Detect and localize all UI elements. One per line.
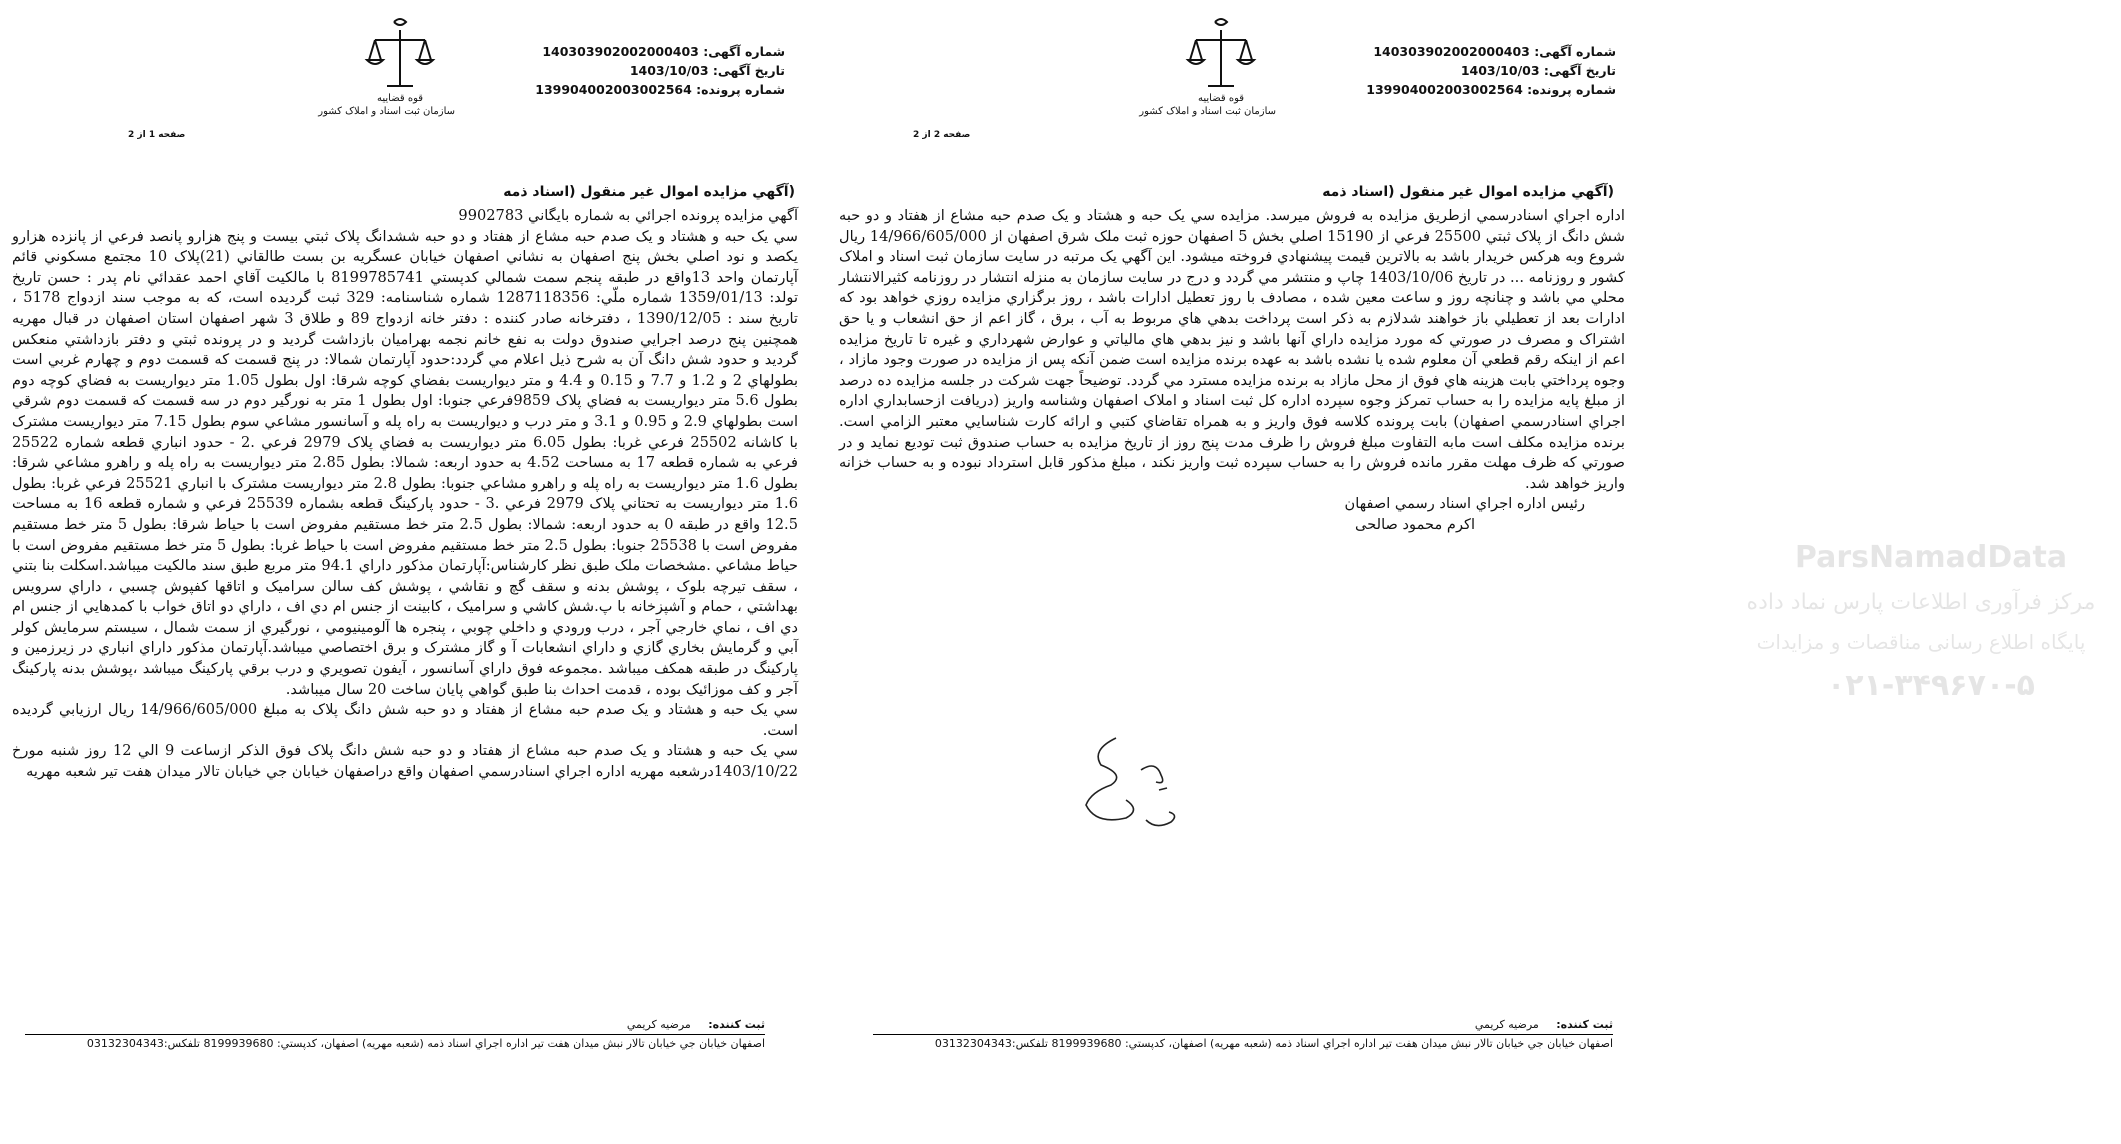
emblem-org-label: سازمان ثبت اسناد و املاک کشور: [1139, 106, 1276, 117]
notice-date-row: تاریخ آگهی: 1403/10/03: [629, 63, 785, 78]
notice-meta: [1361, 42, 1616, 99]
footer-address: اصفهان خيابان جي خيابان تالار نبش ميدان هفت تير اداره اجراي اسناد ذمه (شعبه مهريه) اصفهان، کدپستي: 8199939680 تلفکس:03132304343: [934, 1037, 1613, 1050]
body-paragraph: سي يک حبه و هشتاد و يک صدم حبه مشاع از هفتاد و دو حبه شش دانگ پلاک فوق الذکر ازساعت 9 الي 12 روز شنبه مورخ 1403/10/22درشعبه مهريه اداره اجراي اسنادرسمي اصفهان واقع دراصفهان خيابان جي خيابان تالار ميدان هفت تير شعبه مهريه: [12, 742, 798, 781]
footer: [873, 1018, 1613, 1051]
watermark-brand: ParsNamadData: [1794, 540, 2068, 575]
registrar-label: ثبت کننده:: [1556, 1018, 1613, 1031]
notice-date-row: تاریخ آگهی: 1403/10/03: [1460, 63, 1616, 78]
handwritten-signature: [1071, 730, 1191, 840]
body-paragraph: سي يک حبه و هشتاد و يک صدم حبه مشاع از هفتاد و دو حبه ششدانگ پلاک ثبتي بيست و پنج هزارو پانصد فرعي از پانزده هزارو يکصد و نود اصلي بخش پنج اصفهان به نشاني اصفهان خيابان عسگريه بن بست طالقاني (21)پلاک 10 مجتمع مسکوني قائم آپارتمان واحد 13واقع در طبقه پنجم سمت شمالي کدپستي 8199785741 با مالکيت آقاي احمد عقدائي نام پدر : حسن تاريخ تولد: 1359/01/13 شماره ملّي: 1287118356 شماره شناسنامه: 329 ثبت گرديده است، که به موجب سند ازدواج 5178 ، تاريخ سند : 1390/12/05 ، دفترخانه صادر کننده : دفتر خانه ازدواج 89 و طلاق 3 شهر اصفهان استان اصفهان در قبال مهريه همچنين پنج درصد اجرايي صندوق دولت به نفع خانم نجمه بهراميان بازداشت گرديد و در پرونده ثبتي و دفتر بازداشتي منعکس گرديد و حدود شش دانگ آن به شرح ذيل اعلام مي گردد:حدود آپارتمان شمالا: در پنج قسمت که قسمت دوم و چهارم غربي است بطولهاي 2 و 1.2 و 7.7 و 0.15 و 4.4 و متر ديواريست بفضاي کوچه شرقا: اول بطول 1.05 متر ديواريست به فضاي کوچه دوم بطول 5.6 متر ديواريست به فضاي پلاک 9859فرعي جنوبا: اول بطول 1 متر به نورگير دوم در سه قسمت که قسمت دوم شرقي است بطولهاي 2.9 و 0.95 و 3.1 و متر درب و ديواريست به راه پله و آسانسور مشاعي سوم بطول 7.15 متر ديواريست مشترک با کاشانه 25502 فرعي غربا: بطول 6.05 متر ديواريست به فضاي پلاک 2979 فرعي .2 - حدود انباري قطعه شماره 25522 فرعي به شماره قطعه 17 به مساحت 4.52 به حدود اربعه: شمالا: بطول 2.85 متر ديواريست به راه پله و راهرو مشاعي شرقا: بطول 1.6 متر ديواريست به راه پله و راهرو مشاعي جنوبا: بطول 2.8 متر ديواريست مشترک با انباري 25521 فرعي غربا: بطول 1.6 متر ديواريست به تحتاني پلاک 2979 فرعي .3 - حدود پارکينگ قطعه بشماره 25539 فرعي و شماره قطعه 16 به مساحت 12.5 واقع در طبقه 0 به حدود اربعه: شمالا: بطول 2.5 متر خط مستقيم مفروض است با حياط شرقا: بطول 5 متر خط مستقيم مفروض است با 25538 جنوبا: بطول 2.5 متر خط مستقيم مفروض است با حياط غربا: بطول 5 متر خط مستقيم مفروض است با حياط مشاعي .مشخصات ملک طبق نظر کارشناس:آپارتمان مذکور داراي 94.1 متر مربع طبق سند مالکيت ميباشد.اسکلت بنا بتني ، سقف تيرچه بلوک ، پوشش بدنه و سقف گچ و نقاشي ، پوشش کف سالن سراميک و اتاقها کفپوش چسبي ، داراي سرويس بهداشتي ، حمام و آشپزخانه با پ.شش کاشي و سراميک ، کابينت از جنس ام دي اف ، داراي دو اتاق خواب با کمدهايي از جنس ام دي اف ، نماي خارجي آجر ، درب ورودي و داخلي چوبي ، پنجره ها آلومينيومي ، نورگيري از سمت شمال ، سيستم سرمايش کولر آبي و گرمايش بخاري گازي و داراي انشعابات آ و گاز مشترک و برق اختصاصي ميباشد.آپارتمان مذکور داراي انباري در زيرزمين و پارکينگ در طبقه همکف ميباشد .مجموعه فوق داراي آسانسور ، آيفون تصويري و درب برقي پارکينگ ميباشد ،پوشش بدنه پارکينگ آجر و کف موزائيک بوده ، قدمت احداث بنا طبق گواهي پايان ساخت 20 سال ميباشد.: [12, 227, 799, 698]
emblem-judiciary-label: قوه قضاییه: [1197, 93, 1245, 104]
registrar-label: ثبت کننده:: [708, 1018, 765, 1031]
registrar-row: [25, 1018, 765, 1032]
registrar-name: مرضيه کريمي: [1474, 1018, 1539, 1031]
registrar-row: [873, 1018, 1613, 1032]
footer: [25, 1018, 765, 1051]
scales-of-justice-icon: [1186, 18, 1256, 93]
judiciary-emblem: [1139, 18, 1276, 143]
signatory-title: رئيس اداره اجراي اسناد رسمي اصفهان: [1344, 495, 1585, 513]
body-paragraph: اداره اجراي اسنادرسمي ازطريق مزايده به فروش ميرسد. مزايده سي يک حبه و هشتاد و يک صدم حبه مشاع از هفتاد و دو حبه شش دانگ از پلاک ثبتي 25500 فرعي از 15190 اصلي بخش 5 اصفهان حوزه ثبت ملک شرق اصفهان از 14/966/605/000 ريال شروع وبه هرکس خريدار باشد به بالاترين قيمت پيشنهادي فروخته ميشود. اين آگهي يک مرتبه در سايت سازمان ثبت اسناد و املاک کشور و روزنامه ... در تاريخ 1403/10/06 چاپ و منتشر مي گردد و درج در سايت سازمان به منزله انتشار در روزنامه کثيرالانتشار محلي مي باشد و چنانچه روز و ساعت معين شده ، مصادف با روز تعطيل ادارات باشد ، روز برگزاري مزايده روزي خواهد بود که ادارات بعد از تعطيلي باز خواهند شدلازم به ذکر است پرداخت بدهي هاي مربوط به آب ، برق ، گاز اعم از حق انشعاب و يا حق اشتراک و مصرف در صورتي که مورد مزايده داراي آنها باشد و نيز بدهي هاي مالياتي و عوارض شهرداري و غيره تا تاريخ مزايده اعم از اينکه رقم قطعي آن معلوم شده يا نشده باشد به عهده برنده مزايده است ضمن آنکه پس از مزايده در صورت وجود مازاد ، وجوه پرداختي بابت هزينه هاي فوق از محل مازاد به برنده مزايده مسترد مي گردد. توضيحاً جهت شرکت در جلسه مزايده ده درصد از مبلغ پايه مزايده را به حساب تمرکز وجوه سپرده اداره کل ثبت اسناد و املاک اصفهان وشناسه واريز (دريافت ازحسابداري اداره اجراي اسنادرسمي اصفهان) بابت پرونده کلاسه فوق واريز و به همراه تقاضاي کتبي و ارائه کارت شناسايي معتبر الزامي است. برنده مزايده مکلف است مابه التفاوت مبلغ فروش را ظرف مدت پنج روز از تاريخ مزايده به حساب صندوق ثبت توديع نمايد و در صورتي که ظرف مهلت مقرر مانده فروش را به حساب سپرده ثبت واريز نکند ، مبلغ مذکور قابل استرداد نبوده و به حساب خزانه واريز خواهد شد.: [839, 207, 1626, 492]
watermark-phone: ۰۲۱-۳۴۹۶۷۰-۵: [1826, 668, 2035, 703]
footer-divider: [25, 1034, 765, 1035]
body-paragraph: آگهي مزايده پرونده اجرائي به شماره بايگاني 9902783: [458, 207, 798, 224]
scales-of-justice-icon: [365, 18, 435, 93]
registrar-name: مرضيه کريمي: [626, 1018, 691, 1031]
notice-body: [12, 206, 798, 783]
page-number: صفحه 1 از 2: [128, 130, 186, 140]
emblem-judiciary-label: قوه قضاییه: [376, 93, 424, 104]
page-number: صفحه 2 از 2: [913, 130, 971, 140]
notice-body: [839, 206, 1625, 536]
footer-divider: [873, 1034, 1613, 1035]
notice-number-row: شماره آگهی: 140303902002000403: [542, 44, 785, 59]
page-right: [821, 0, 2096, 1144]
judiciary-emblem: [318, 18, 455, 143]
footer-address: اصفهان خيابان جي خيابان تالار نبش ميدان هفت تير اداره اجراي اسناد ذمه (شعبه مهريه) اصفهان، کدپستي: 8199939680 تلفکس:03132304343: [86, 1037, 765, 1050]
watermark-line: مرکز فرآوری اطلاعات پارس نماد داده: [1746, 590, 2096, 615]
case-number-row: شماره پرونده: 139904002003002564: [535, 82, 785, 97]
case-number-row: شماره پرونده: 139904002003002564: [1366, 82, 1616, 97]
emblem-org-label: سازمان ثبت اسناد و املاک کشور: [318, 106, 455, 117]
body-paragraph: سي يک حبه و هشتاد و يک صدم حبه مشاع از هفتاد و دو حبه شش دانگ پلاک به مبلغ 14/966/605/000 ريال ارزيابي گرديده است.: [12, 701, 799, 739]
notice-number-row: شماره آگهی: 140303902002000403: [1373, 44, 1616, 59]
page-left: [0, 0, 821, 1144]
watermark-line: پایگاه اطلاع رسانی مناقصات و مزایدات: [1756, 630, 2086, 654]
signatory-name: اکرم محمود صالحی: [1355, 515, 1475, 533]
notice-title: (آگهي مزايده اموال غير منقول (اسناد ذمه: [1322, 184, 1614, 200]
notice-title: (آگهي مزايده اموال غير منقول (اسناد ذمه: [503, 184, 795, 200]
notice-meta: [530, 42, 785, 99]
